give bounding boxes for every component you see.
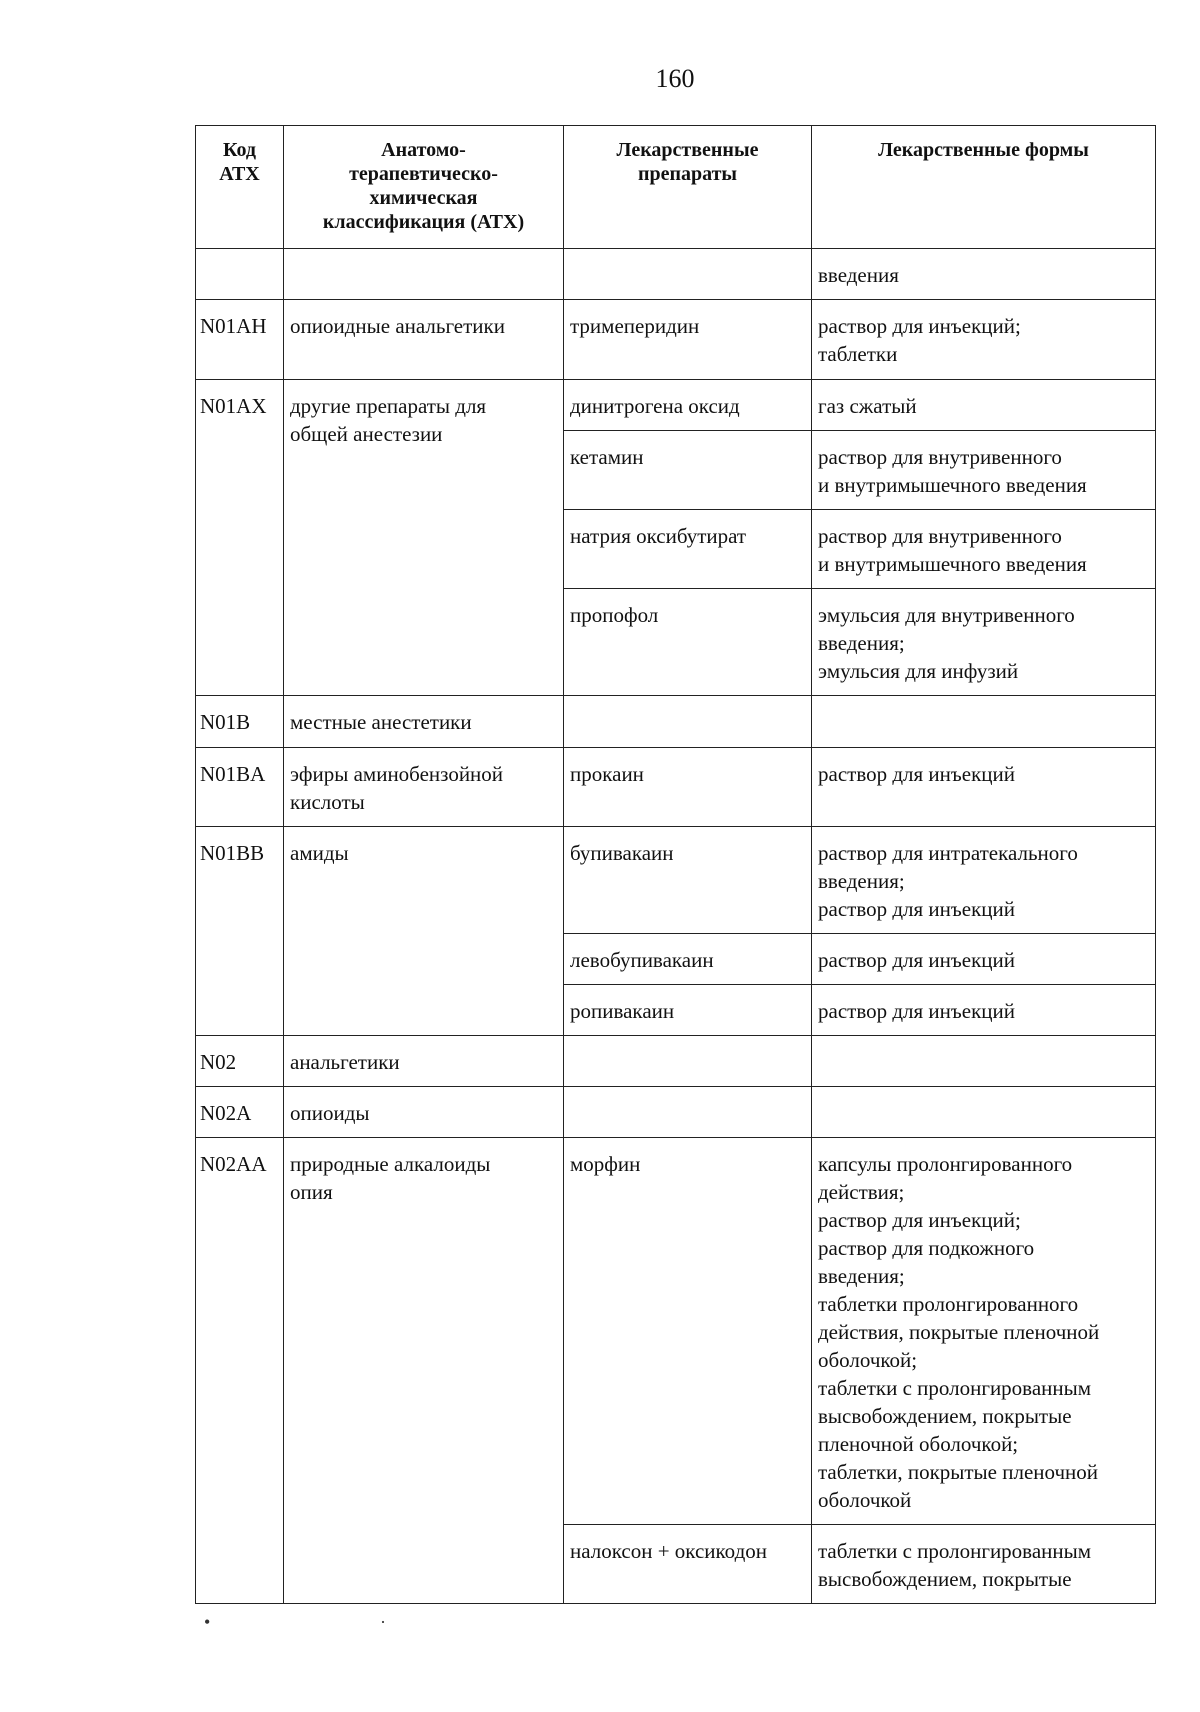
scan-speck: · [380,1612,386,1632]
header-dosage-forms: Лекарственные формы [812,126,1156,249]
drug-cell: кетамин [564,431,812,510]
table-row [196,249,1156,300]
form-cell: раствор для внутривенного и внутримышечного введения [812,431,1156,510]
form-cell: раствор для инъекций [812,985,1156,1036]
classification-cell: опиоиды [284,1087,564,1138]
drug-cell: левобупивакаин [564,934,812,985]
drug-cell: прокаин [564,748,812,827]
classification-cell: местные анестетики [284,696,564,748]
table-row [196,1087,1156,1138]
drug-cell: тримеперидин [564,300,812,380]
drug-cell: ропивакаин [564,985,812,1036]
form-cell: капсулы пролонгированного действия; раствор для инъекций; раствор для подкожного введения; таблетки пролонгированного действия, покрытые пленочной оболочкой; таблетки с пролонгированным высвобождением, покрытые пленочной оболочкой; таблетки, покрытые пленочной оболочкой [812,1138,1156,1525]
drug-cell: налоксон + оксикодон [564,1525,812,1604]
classification-cell: другие препараты для общей анестезии [284,380,564,696]
drug-cell: морфин [564,1138,812,1525]
classification-cell: анальгетики [284,1036,564,1087]
drug-cell [564,696,812,748]
form-cell: раствор для интратекального введения; раствор для инъекций [812,827,1156,934]
header-atc-code: Код АТХ [196,126,284,249]
table-row [196,696,1156,748]
classification-cell: амиды [284,827,564,1036]
form-cell: газ сжатый [812,380,1156,431]
table-row [196,827,1156,934]
form-cell: раствор для инъекций [812,934,1156,985]
drug-cell: бупивакаин [564,827,812,934]
header-drugs: Лекарственные препараты [564,126,812,249]
code-cell: N02A [196,1087,284,1138]
code-cell: N01BB [196,827,284,1036]
drug-cell: натрия оксибутират [564,510,812,589]
form-cell: эмульсия для внутривенного введения; эмульсия для инфузий [812,589,1156,696]
form-cell: раствор для инъекций [812,748,1156,827]
scan-speck: • [204,1612,211,1632]
form-cell: раствор для внутривенного и внутримышечного введения [812,510,1156,589]
drug-cell: пропофол [564,589,812,696]
form-cell [812,1036,1156,1087]
atc-drug-table [195,125,1156,1604]
code-cell [196,249,284,300]
drug-cell [564,1036,812,1087]
code-cell: N01AX [196,380,284,696]
code-cell: N01AH [196,300,284,380]
code-cell: N01B [196,696,284,748]
code-cell: N02AA [196,1138,284,1604]
table-row [196,1138,1156,1525]
table-row [196,380,1156,431]
form-cell [812,1087,1156,1138]
classification-cell: эфиры аминобензойной кислоты [284,748,564,827]
classification-cell: природные алкалоиды опия [284,1138,564,1604]
table-header-row [196,126,1156,249]
form-cell: раствор для инъекций; таблетки [812,300,1156,380]
form-cell: таблетки с пролонгированным высвобождением, покрытые [812,1525,1156,1604]
table-row [196,300,1156,380]
drug-cell: динитрогена оксид [564,380,812,431]
code-cell: N02 [196,1036,284,1087]
classification-cell: опиоидные анальгетики [284,300,564,380]
table-row [196,748,1156,827]
form-cell: введения [812,249,1156,300]
table-row [196,1036,1156,1087]
header-atc-classification: Анатомо- терапевтическо- химическая классификация (АТХ) [284,126,564,249]
drug-cell [564,249,812,300]
code-cell: N01BA [196,748,284,827]
drug-cell [564,1087,812,1138]
page-number: 160 [655,64,695,93]
classification-cell [284,249,564,300]
form-cell [812,696,1156,748]
